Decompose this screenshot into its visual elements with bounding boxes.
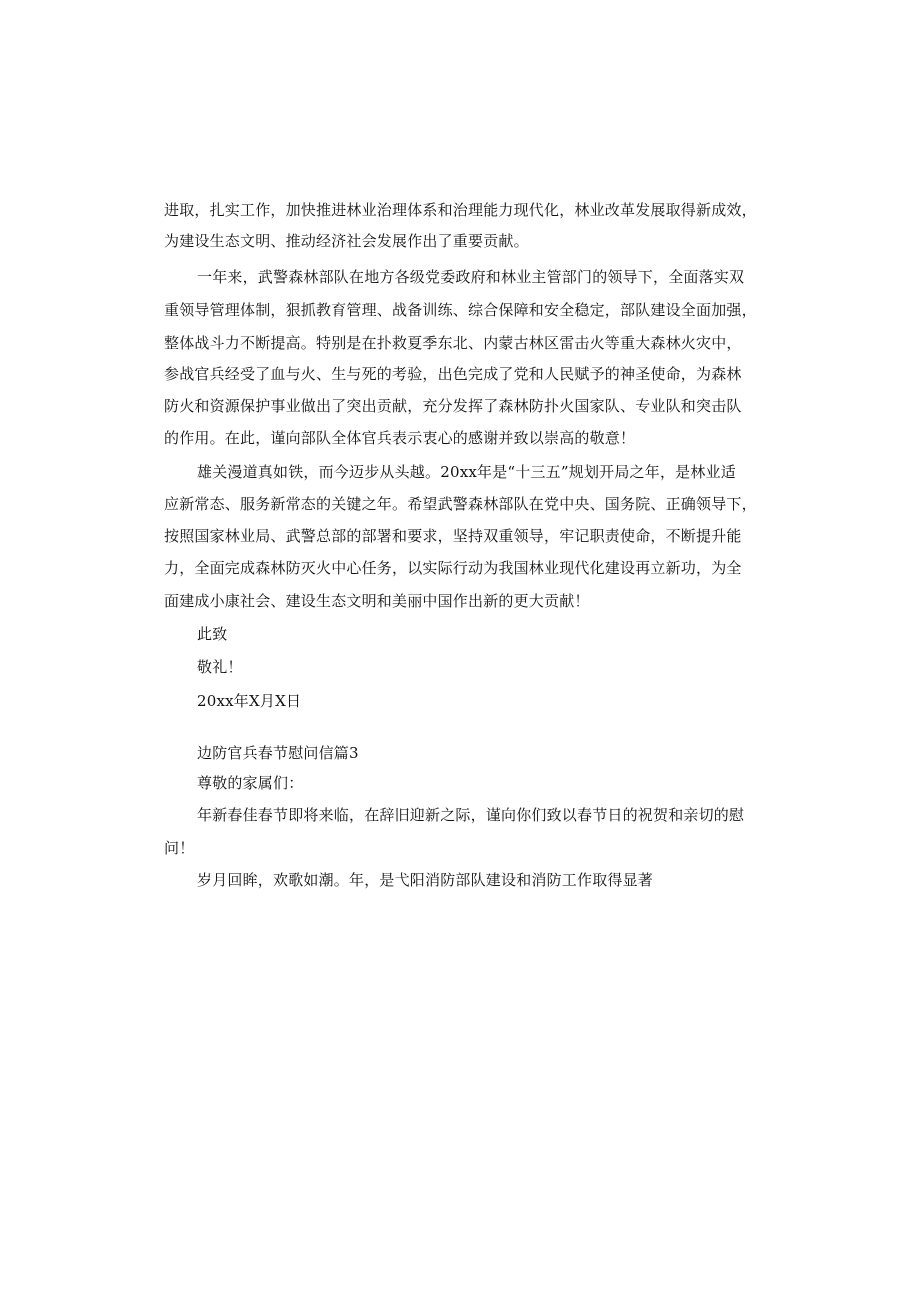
greeting: 尊敬的家属们： bbox=[197, 774, 304, 792]
body-line: 力，全面完成森林防灭火中心任务，以实际行动为我国林业现代化建设再立新功，为全 bbox=[164, 559, 742, 577]
body-line: 问！ bbox=[164, 839, 195, 857]
body-line: 为建设生态文明、推动经济社会发展作出了重要贡献。 bbox=[164, 232, 529, 250]
body-line: 一年来，武警森林部队在地方各级党委政府和林业主管部门的领导下，全面落实双 bbox=[197, 268, 745, 286]
salutation-closing: 此致 bbox=[197, 625, 228, 643]
section-title: 边防官兵春节慰问信篇3 bbox=[197, 744, 359, 762]
body-line: 按照国家林业局、武警总部的部署和要求，坚持双重领导，牢记职责使命，不断提升能 bbox=[164, 527, 742, 545]
body-line: 重领导管理体制，狠抓教育管理、战备训练、综合保障和安全稳定，部队建设全面加强， bbox=[164, 301, 757, 319]
body-line: 整体战斗力不断提高。特别是在扑救夏季东北、内蒙古林区雷击火等重大森林火灾中， bbox=[164, 334, 742, 352]
body-line: 的作用。在此，谨向部队全体官兵表示衷心的感谢并致以崇高的敬意！ bbox=[164, 429, 636, 447]
body-line: 雄关漫道真如铁，而今迈步从头越。20xx年是“十三五”规划开局之年，是林业适 bbox=[197, 463, 736, 481]
body-line: 参战官兵经受了血与火、生与死的考验，出色完成了党和人民赋予的神圣使命，为森林 bbox=[164, 365, 742, 383]
salutation-respect: 敬礼！ bbox=[197, 658, 243, 676]
body-line: 年新春佳春节即将来临，在辞旧迎新之际，谨向你们致以春节日的祝贺和亲切的慰 bbox=[197, 806, 745, 824]
letter-date: 20xx年X月X日 bbox=[197, 692, 302, 710]
body-line: 面建成小康社会、建设生态文明和美丽中国作出新的更大贡献！ bbox=[164, 592, 590, 610]
body-line: 防火和资源保护事业做出了突出贡献，充分发挥了森林防扑火国家队、专业队和突击队 bbox=[164, 397, 742, 415]
body-line: 进取，扎实工作，加快推进林业治理体系和治理能力现代化，林业改革发展取得新成效， bbox=[164, 201, 757, 219]
body-line: 岁月回眸，欢歌如潮。年，是弋阳消防部队建设和消防工作取得显著 bbox=[197, 871, 654, 889]
body-line: 应新常态、服务新常态的关键之年。希望武警森林部队在党中央、国务院、正确领导下， bbox=[164, 495, 757, 513]
